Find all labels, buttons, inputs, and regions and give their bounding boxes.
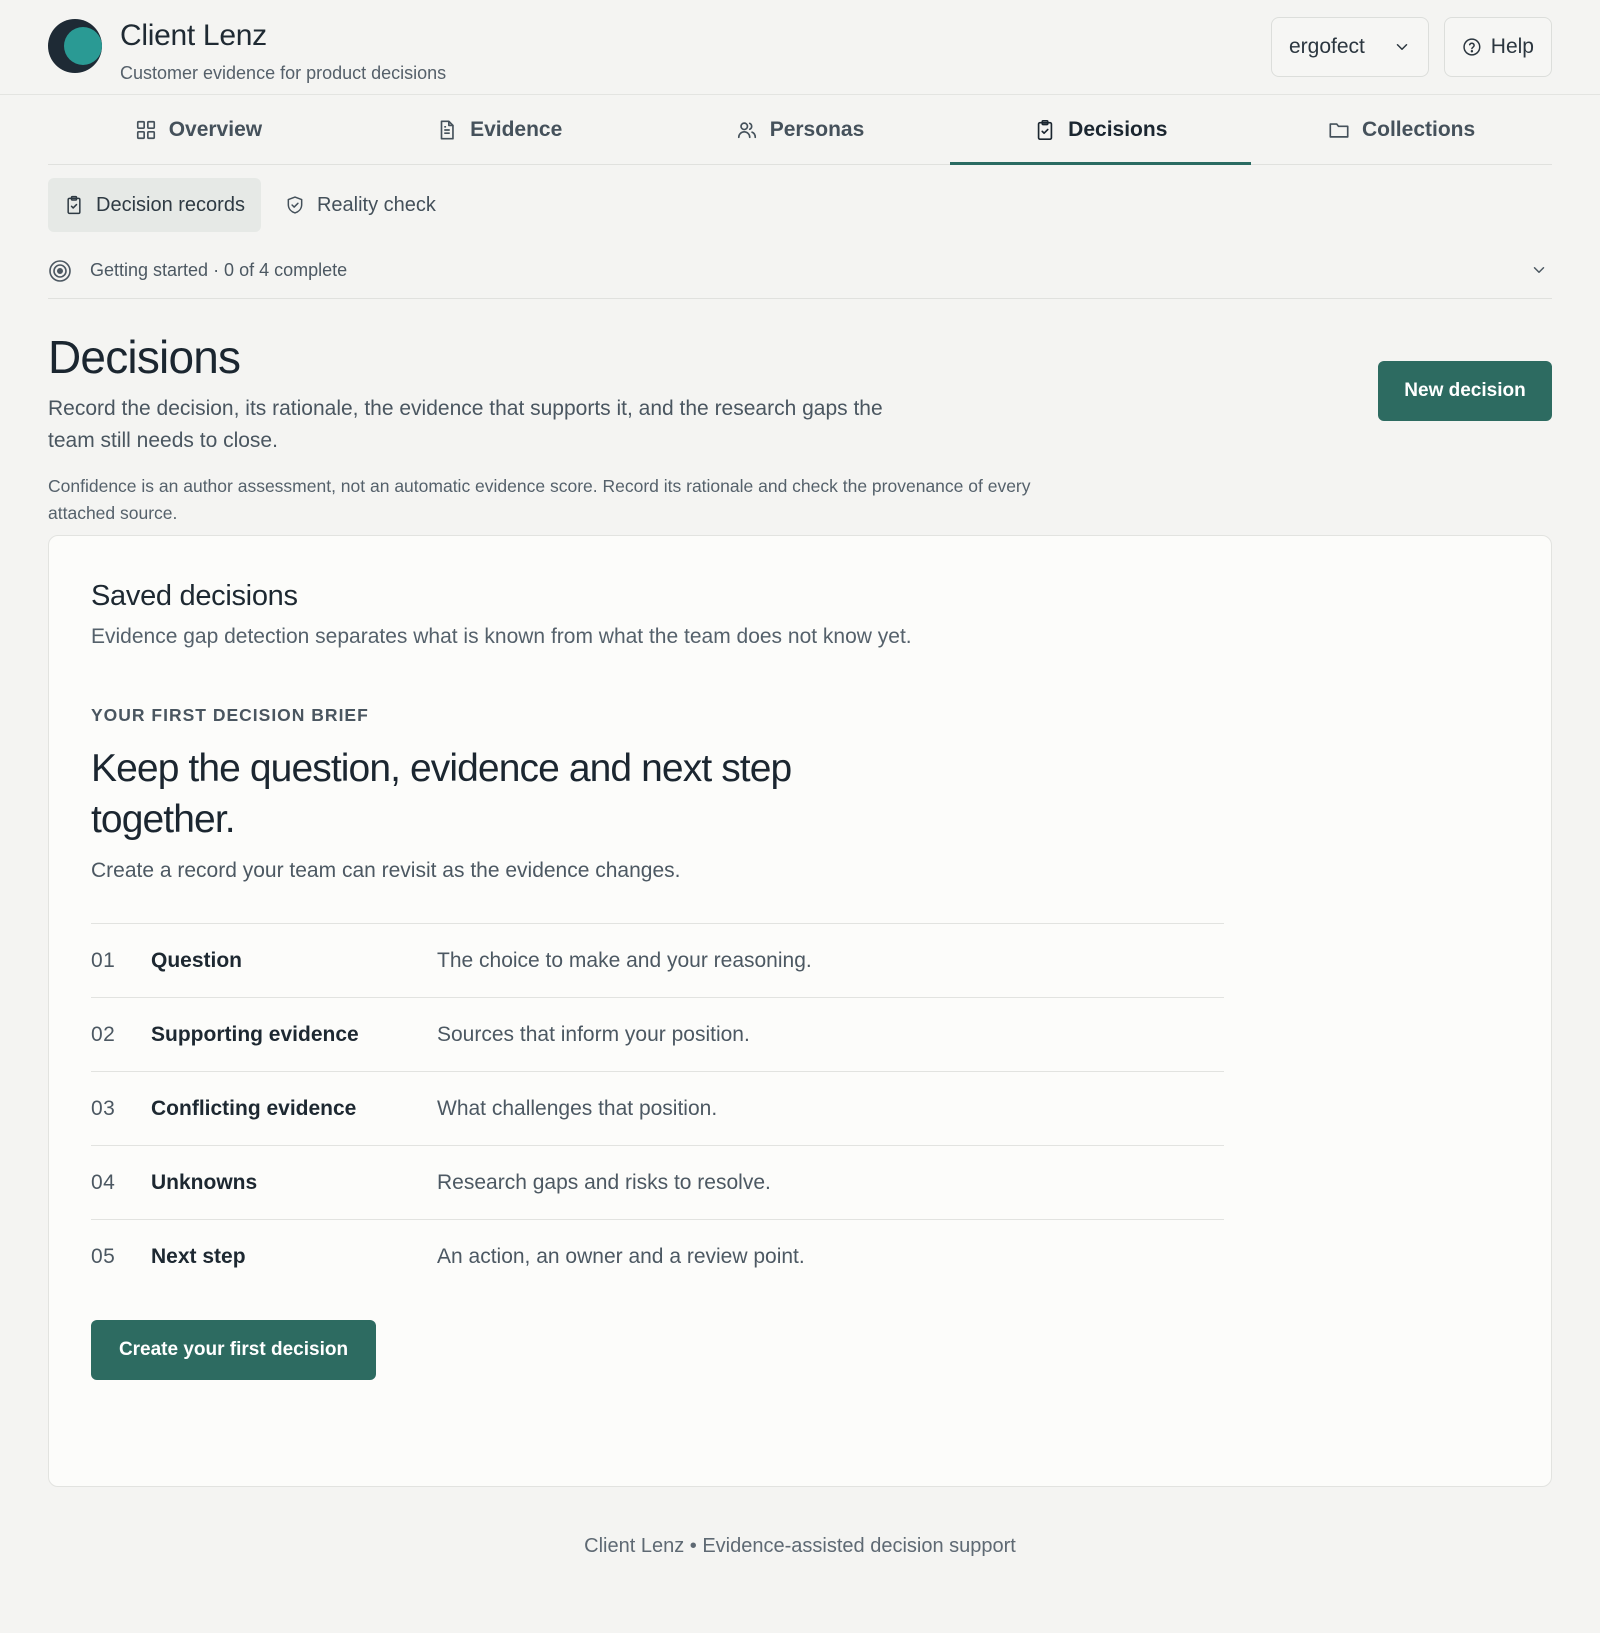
help-label: Help — [1490, 35, 1534, 58]
step-name: Next step — [151, 1245, 246, 1268]
step-number: 02 — [91, 1022, 116, 1046]
shield-check-icon — [285, 195, 305, 215]
step-row — [91, 1072, 1224, 1146]
step-description: Research gaps and risks to resolve. — [437, 1170, 771, 1194]
app-header — [0, 0, 1600, 95]
help-circle-icon — [1462, 36, 1482, 58]
brief-eyebrow: YOUR FIRST DECISION BRIEF — [91, 705, 369, 725]
saved-decisions-card — [48, 535, 1552, 1487]
step-name: Conflicting evidence — [151, 1096, 357, 1120]
subtab-label: Reality check — [316, 193, 436, 216]
step-number: 03 — [91, 1096, 116, 1120]
tab-label: Overview — [168, 117, 263, 141]
card-subtitle: Evidence gap detection separates what is known from what the team does not know yet. — [91, 625, 912, 648]
tab-personas[interactable] — [650, 95, 951, 164]
card-title: Saved decisions — [91, 580, 298, 612]
tab-label: Personas — [769, 117, 865, 141]
brief-steps — [91, 923, 1224, 1294]
step-description: An action, an owner and a review point. — [437, 1245, 805, 1268]
target-icon — [48, 259, 72, 283]
tab-evidence[interactable] — [349, 95, 650, 164]
tab-collections[interactable] — [1251, 95, 1552, 164]
document-icon — [436, 119, 458, 141]
workspace-switcher[interactable] — [1271, 17, 1429, 77]
clipboard-check-icon — [64, 195, 84, 215]
step-description: Sources that inform your position. — [437, 1022, 750, 1046]
tab-overview[interactable] — [48, 95, 349, 164]
step-row — [91, 1220, 1224, 1294]
step-number: 05 — [91, 1245, 116, 1268]
step-description: What challenges that position. — [437, 1096, 718, 1120]
step-name: Unknowns — [151, 1170, 258, 1194]
page-title: Decisions — [48, 331, 241, 383]
getting-started-label: Getting started · 0 of 4 complete — [90, 260, 348, 280]
subtabs — [48, 178, 1552, 232]
subtab-reality-check[interactable] — [269, 178, 452, 232]
grid-icon — [135, 119, 157, 141]
step-description: The choice to make and your reasoning. — [437, 948, 812, 972]
tab-label: Collections — [1361, 117, 1476, 141]
main-tabs — [48, 95, 1552, 165]
workspace-name: ergofect — [1289, 35, 1365, 58]
logo-icon — [48, 19, 102, 73]
tab-label: Decisions — [1068, 117, 1168, 141]
subtab-label: Decision records — [96, 193, 245, 216]
folder-icon — [1328, 119, 1350, 141]
help-button[interactable] — [1444, 17, 1552, 77]
tab-decisions[interactable] — [950, 95, 1251, 164]
app-name: Client Lenz — [120, 19, 267, 52]
page-description: Record the decision, its rationale, the evidence that supports it, and the research gaps the team still needs to close. — [48, 397, 883, 452]
brief-subtitle: Create a record your team can revisit as the evidence changes. — [91, 859, 681, 882]
chevron-down-icon[interactable] — [1530, 261, 1548, 279]
chevron-down-icon — [1393, 38, 1411, 56]
confidence-note: Confidence is an author assessment, not an automatic evidence score. Record its rationale and check the provenance of every attached source. — [48, 476, 1031, 523]
footer-text: Client Lenz • Evidence-assisted decision support — [584, 1535, 1016, 1557]
step-row — [91, 998, 1224, 1072]
new-decision-button[interactable]: New decision — [1378, 361, 1552, 421]
brief-title: Keep the question, evidence and next step together. — [91, 747, 792, 841]
create-first-decision-button[interactable]: Create your first decision — [91, 1320, 376, 1380]
clipboard-check-icon — [1034, 119, 1056, 141]
page-header — [48, 331, 1552, 527]
step-name: Question — [151, 948, 243, 972]
users-icon — [736, 119, 758, 141]
app-tagline: Customer evidence for product decisions — [120, 63, 447, 83]
step-number: 04 — [91, 1170, 116, 1194]
step-number: 01 — [91, 948, 116, 972]
getting-started-bar[interactable] — [48, 243, 1552, 299]
brand[interactable] — [48, 19, 446, 84]
step-row — [91, 1146, 1224, 1220]
tab-label: Evidence — [470, 117, 563, 141]
step-row — [91, 924, 1224, 998]
subtab-decision-records[interactable] — [48, 178, 261, 232]
step-name: Supporting evidence — [151, 1022, 359, 1046]
